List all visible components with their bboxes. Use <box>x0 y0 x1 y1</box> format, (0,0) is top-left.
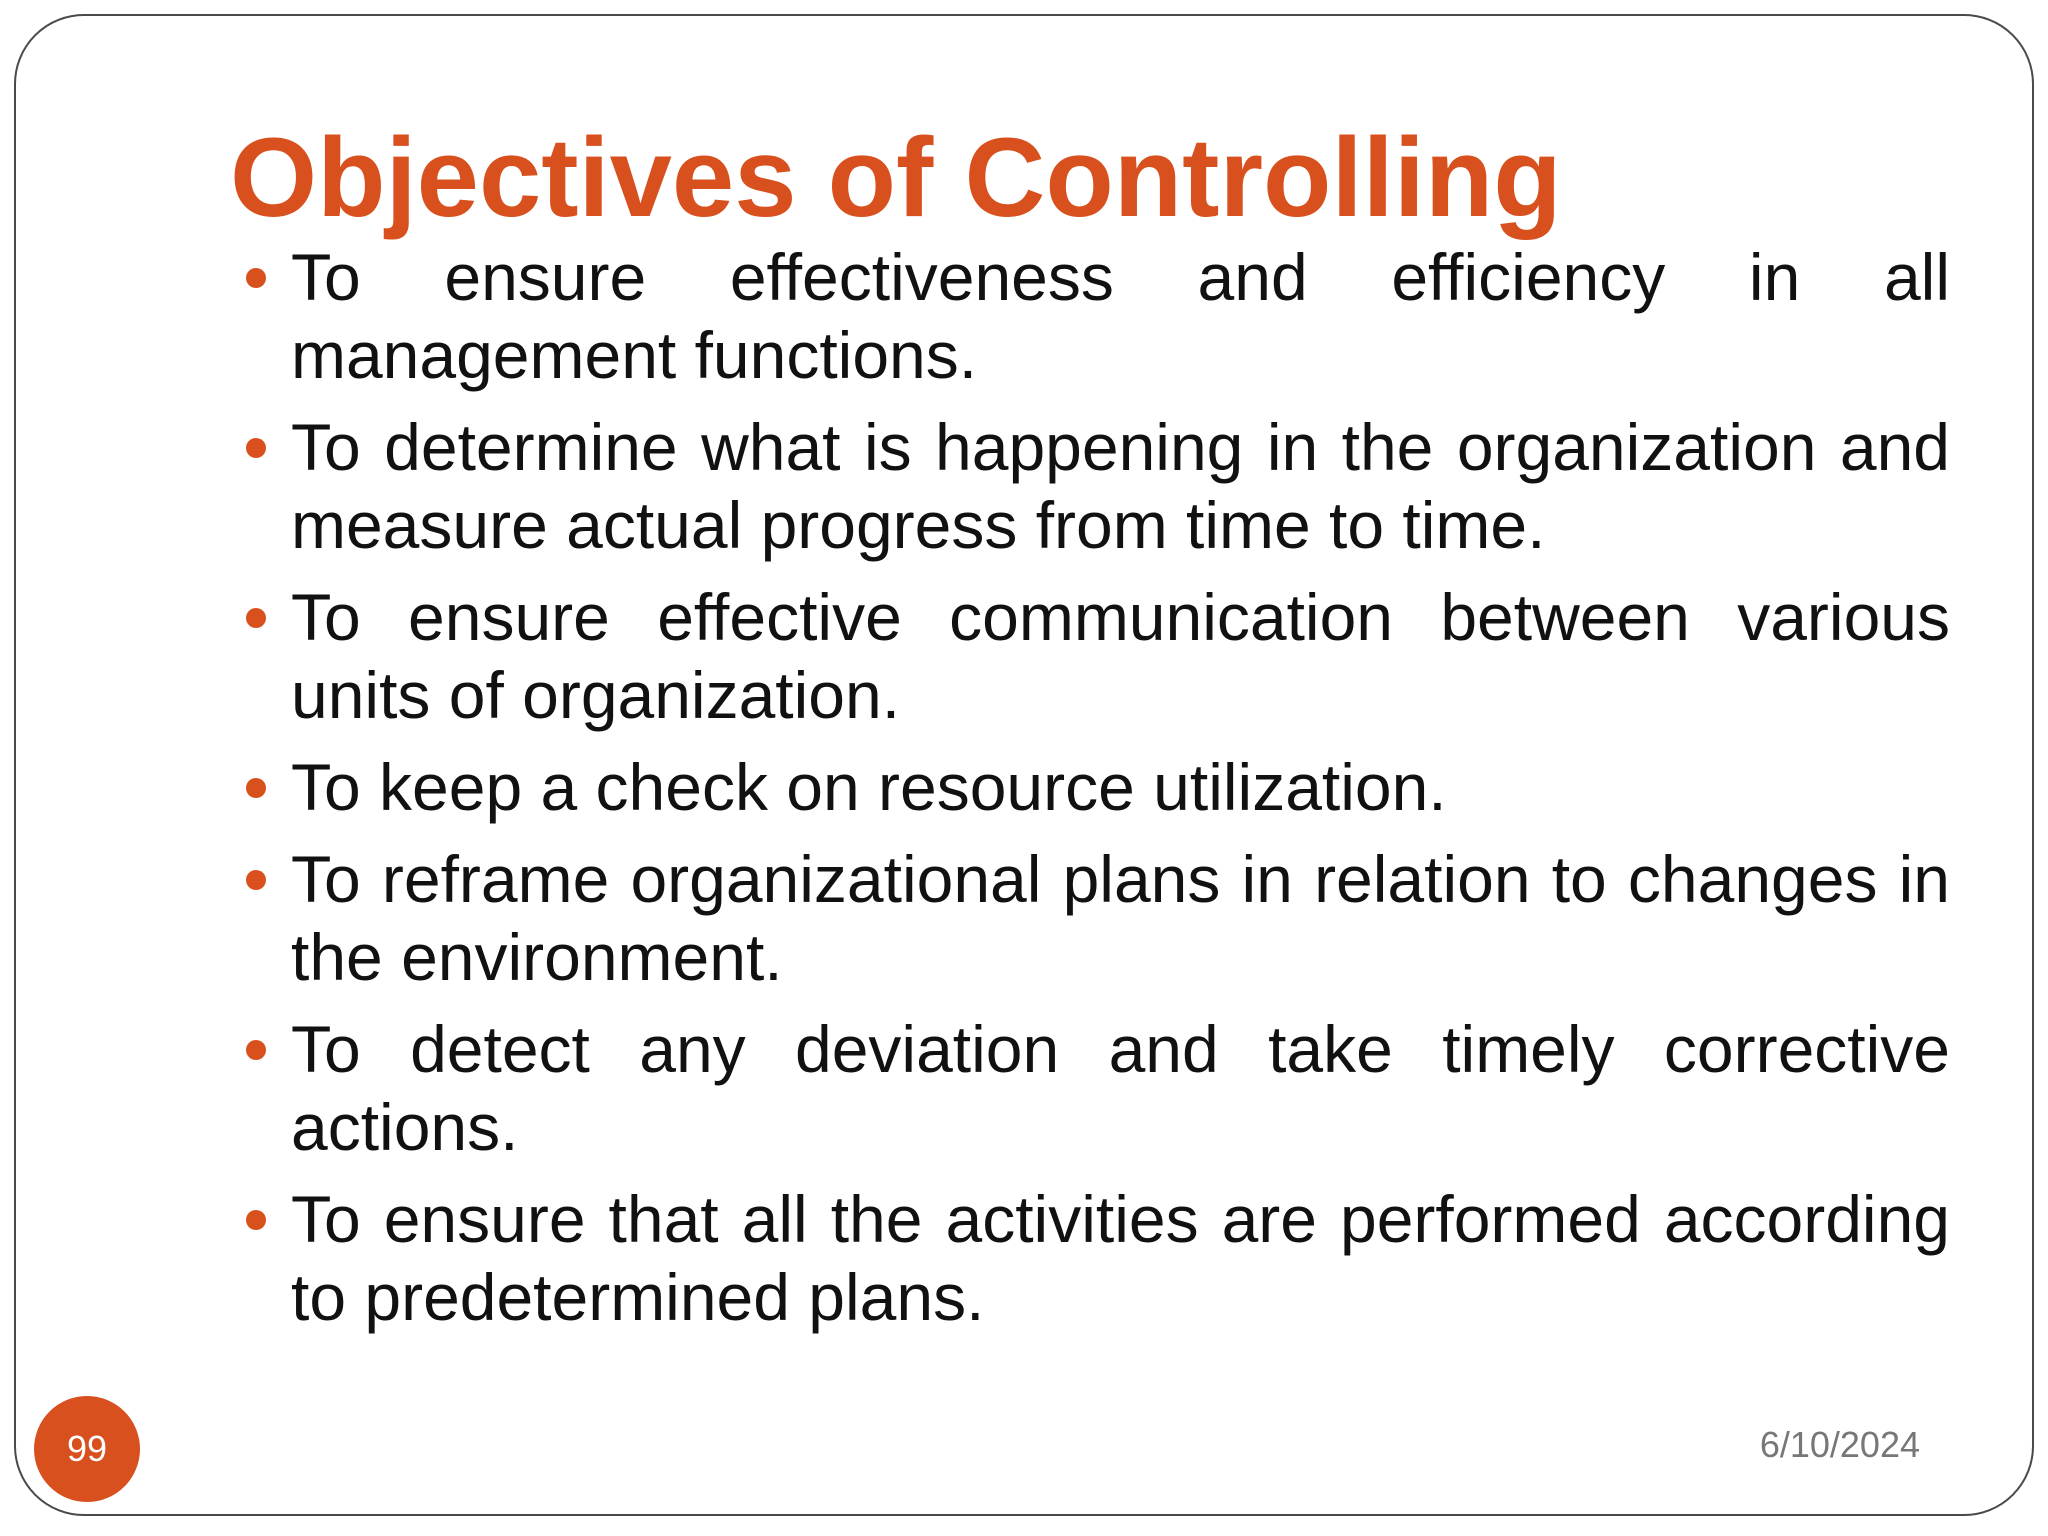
bullet-text: To ensure that all the activities are performed according to predetermined plans. <box>291 1182 1950 1334</box>
bullet-item <box>230 408 1950 564</box>
bullet-list <box>230 238 1950 1350</box>
bullet-dot-icon <box>246 1040 266 1060</box>
bullet-dot-icon <box>246 870 266 890</box>
bullet-item <box>230 1010 1950 1166</box>
slide <box>14 14 2034 1516</box>
bullet-item <box>230 238 1950 394</box>
bullet-item <box>230 748 1950 826</box>
bullet-dot-icon <box>246 608 266 628</box>
slide-date: 6/10/2024 <box>1759 1424 1920 1465</box>
bullet-text: To keep a check on resource utilization. <box>291 750 1447 824</box>
bullet-dot-icon <box>246 268 266 288</box>
bullet-text: To detect any deviation and take timely corrective actions. <box>291 1012 1950 1164</box>
bullet-item <box>230 840 1950 996</box>
bullet-item <box>230 578 1950 734</box>
bullet-text: To ensure effective communication between various units of organization. <box>291 580 1950 732</box>
bullet-dot-icon <box>246 1210 266 1230</box>
bullet-dot-icon <box>246 778 266 798</box>
bullet-text: To reframe organizational plans in relation to changes in the environment. <box>291 842 1950 994</box>
bullet-dot-icon <box>246 438 266 458</box>
slide-title: Objectives of Controlling <box>230 115 1562 240</box>
bullet-text: To ensure effectiveness and efficiency in all management functions. <box>291 240 1950 392</box>
bullet-text: To determine what is happening in the organization and measure actual progress from time to time. <box>291 410 1950 562</box>
bullet-item <box>230 1180 1950 1336</box>
page-number-badge: 99 <box>34 1396 140 1502</box>
